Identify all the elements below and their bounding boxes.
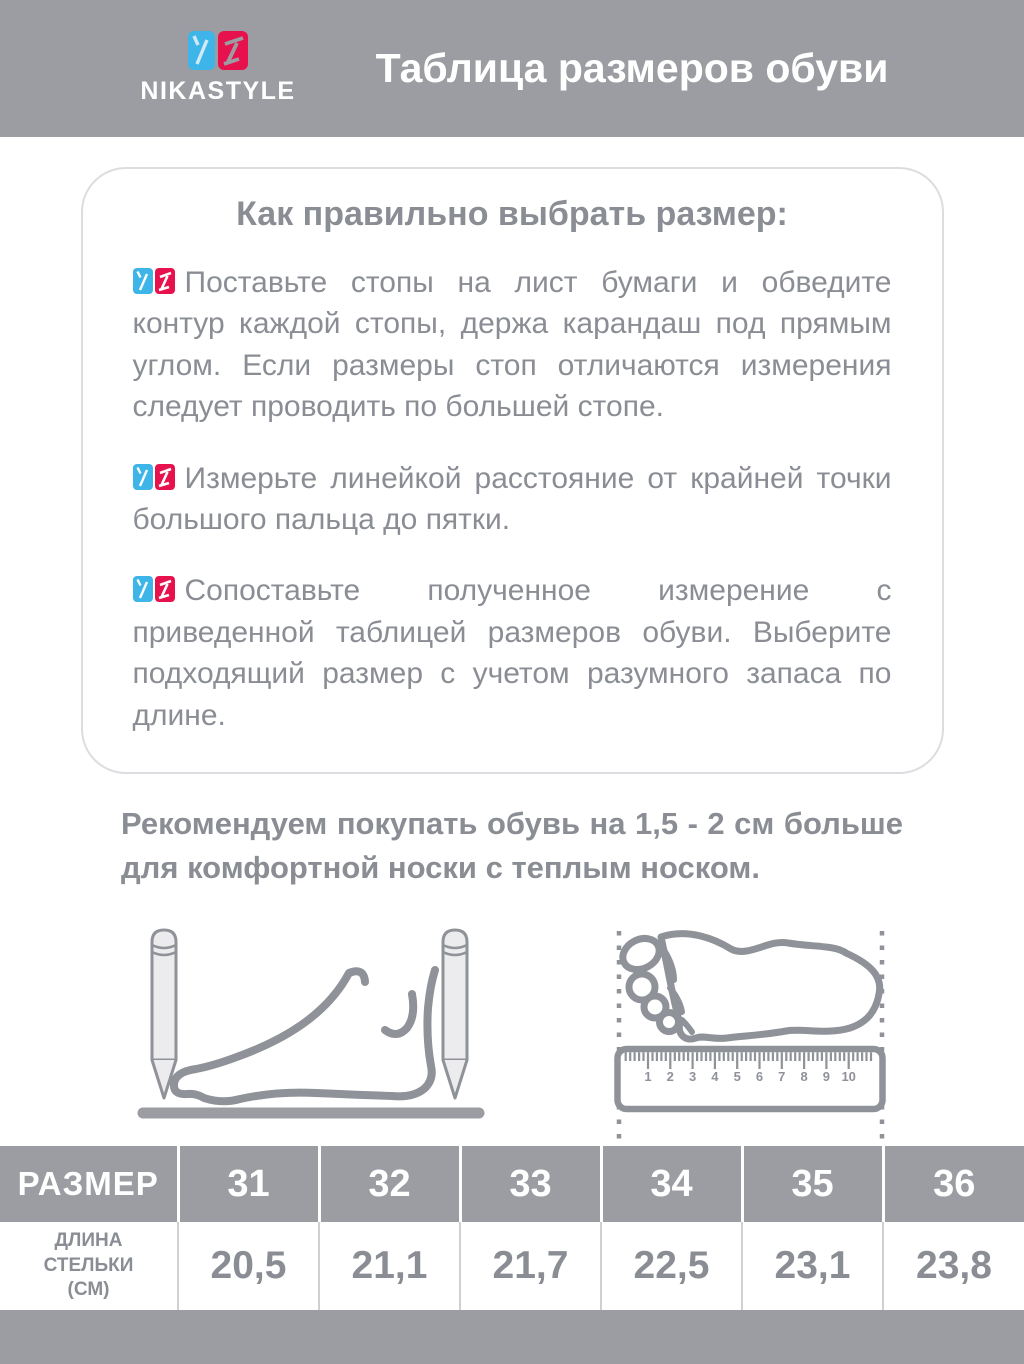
instruction-step-2: [133, 458, 892, 541]
svg-text:6: 6: [755, 1068, 764, 1084]
size-table-section: [0, 1146, 1024, 1364]
size-table: [0, 1146, 1024, 1310]
brand-block: [136, 31, 300, 106]
size-cell: 32: [319, 1146, 460, 1222]
size-cell: 34: [601, 1146, 742, 1222]
svg-text:7: 7: [778, 1068, 786, 1084]
foot-side-measure-illustration: [136, 922, 486, 1122]
svg-text:3: 3: [688, 1068, 697, 1084]
insole-value-cell: 21,1: [319, 1222, 460, 1310]
brand-name: NIKASTYLE: [140, 77, 296, 105]
svg-text:9: 9: [822, 1068, 831, 1084]
page-title: Таблица размеров обуви: [375, 45, 889, 91]
insole-value-cell: 21,7: [460, 1222, 601, 1310]
insole-value-cell: 23,1: [742, 1222, 883, 1310]
instruction-step-2-text: Измерьте линейкой расстояние от крайней точки большого пальца до пятки.: [132, 461, 892, 536]
svg-text:10: 10: [841, 1068, 856, 1084]
instruction-step-1: [133, 262, 892, 428]
instruction-step-3-text: Сопоставьте полученное измерение с приведенной таблицей размеров обуви. Выберите подходящий размер с учетом разумного запаса по длине.: [132, 574, 892, 732]
size-cell: 31: [178, 1146, 319, 1222]
instructions-card: [81, 167, 944, 774]
ruler-icon: [618, 1049, 883, 1109]
footprint-ruler-illustration: [612, 928, 890, 1143]
table-insole-row: [0, 1222, 1024, 1310]
size-cell: 33: [460, 1146, 601, 1222]
svg-text:5: 5: [733, 1068, 741, 1084]
svg-text:1: 1: [644, 1068, 652, 1084]
insole-value-cell: 23,8: [883, 1222, 1024, 1310]
ns-logo-bullet-icon: [133, 576, 175, 602]
ns-logo-icon: [187, 31, 249, 71]
illustrations-row: [0, 922, 1024, 1143]
insole-value-cell: 20,5: [178, 1222, 319, 1310]
size-label-cell: РАЗМЕР: [0, 1146, 178, 1222]
table-header-row: [0, 1146, 1024, 1222]
instruction-step-3: [133, 570, 892, 736]
header-band: [0, 0, 1024, 137]
ns-logo-bullet-icon: [133, 464, 175, 490]
size-cell: 36: [883, 1146, 1024, 1222]
recommendation-note: Рекомендуем покупать обувь на 1,5 - 2 см больше для комфортной носки с теплым носком.: [121, 805, 903, 885]
size-cell: 35: [742, 1146, 883, 1222]
pencil-icon: [152, 930, 176, 1098]
insole-label-cell: ДЛИНА СТЕЛЬКИ (СМ): [0, 1222, 178, 1310]
instruction-step-1-text: Поставьте стопы на лист бумаги и обведите контур каждой стопы, держа карандаш под прямым углом. Если размеры стоп отличаются измерения следует проводить по большей стопе.: [132, 266, 892, 424]
footer-band: [0, 1310, 1024, 1364]
ns-logo-bullet-icon: [133, 268, 175, 294]
insole-value-cell: 22,5: [601, 1222, 742, 1310]
svg-text:2: 2: [666, 1068, 674, 1084]
instructions-heading: Как правильно выбрать размер:: [236, 195, 788, 233]
svg-text:8: 8: [800, 1068, 808, 1084]
svg-text:4: 4: [711, 1068, 719, 1084]
pencil-icon: [443, 930, 467, 1098]
